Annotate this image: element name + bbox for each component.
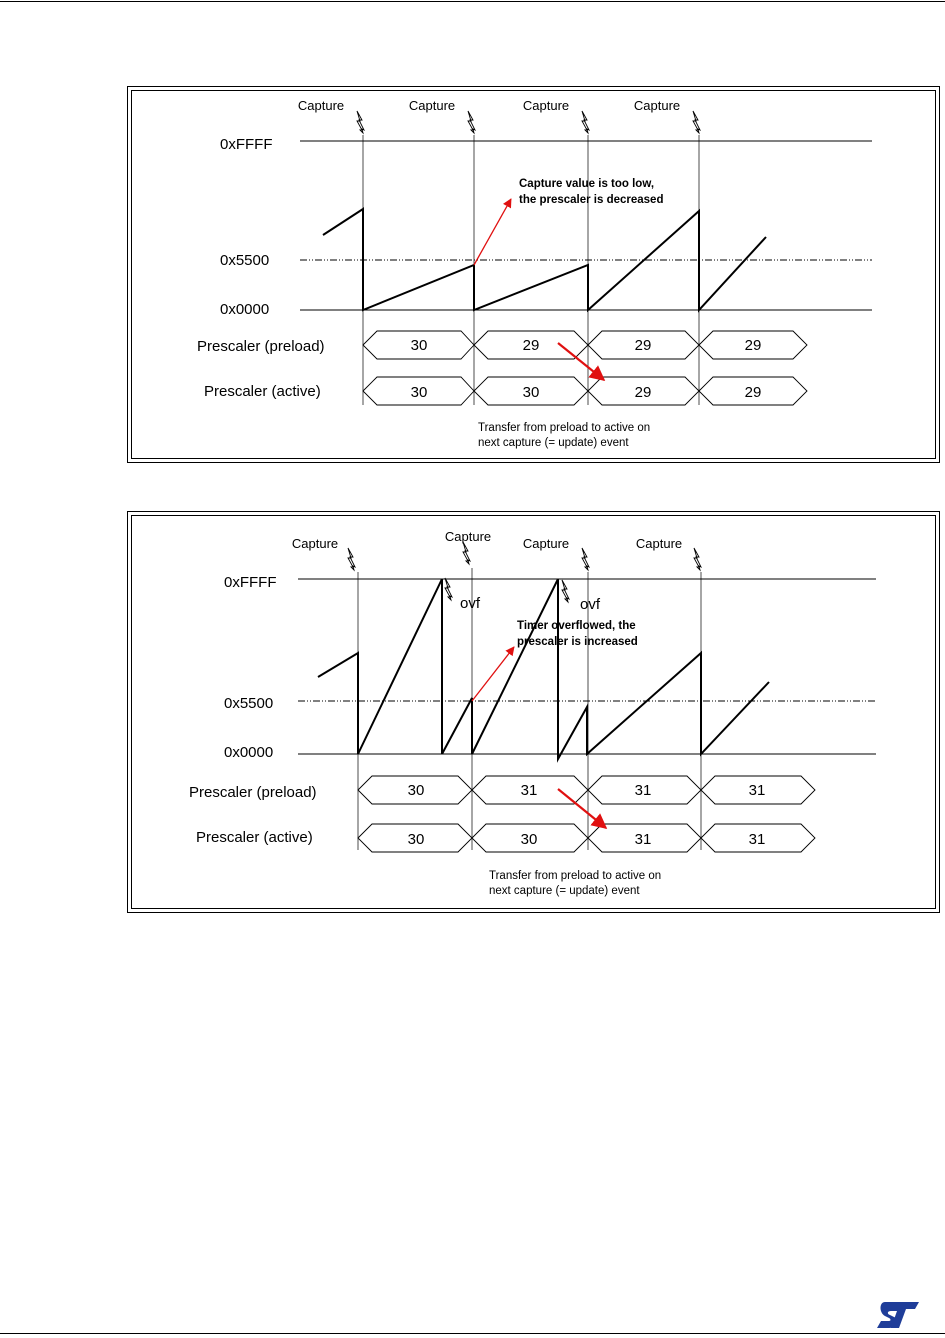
active-value-1: 30	[407, 831, 425, 848]
active-value-4: 29	[744, 384, 762, 401]
transfer-arrow	[558, 789, 606, 828]
active-value-2: 30	[520, 831, 538, 848]
ovf-label-2: ovf	[580, 596, 601, 613]
note-text-line-1: Capture value is too low,	[519, 178, 655, 190]
active-hexagons	[363, 377, 807, 405]
preload-value-1: 30	[407, 782, 425, 799]
level-5500-label: 0x5500	[224, 695, 274, 712]
capture-label-4: Capture	[635, 536, 683, 551]
diagram-prescaler-increase	[127, 511, 940, 913]
lightning-icon	[694, 548, 701, 570]
transfer-arrow	[558, 343, 604, 380]
lightning-icon	[445, 578, 452, 600]
counter-waveform	[323, 209, 766, 310]
lightning-icon	[463, 542, 470, 564]
preload-value-1: 30	[410, 337, 428, 354]
header-rule	[0, 1, 945, 2]
transfer-text-line-2: next capture (= update) event	[489, 885, 640, 897]
lightning-icon	[582, 111, 589, 133]
preload-value-4: 31	[748, 782, 766, 799]
preload-value-4: 29	[744, 337, 762, 354]
lightning-icon	[468, 111, 475, 133]
lightning-icon	[562, 580, 569, 602]
transfer-text-line-1: Transfer from preload to active on	[489, 870, 662, 882]
active-hexagons	[358, 824, 815, 852]
capture-label-1: Capture	[297, 98, 345, 113]
preload-hexagons	[363, 331, 807, 359]
active-value-1: 30	[410, 384, 428, 401]
prescaler-preload-label: Prescaler (preload)	[189, 784, 317, 801]
preload-value-3: 31	[634, 782, 652, 799]
timing-diagram-1	[128, 87, 941, 464]
preload-value-3: 29	[634, 337, 652, 354]
active-value-2: 30	[522, 384, 540, 401]
capture-label-3: Capture	[522, 536, 570, 551]
active-value-4: 31	[748, 831, 766, 848]
transfer-text-line-1: Transfer from preload to active on	[478, 422, 651, 434]
prescaler-active-label: Prescaler (active)	[204, 383, 321, 400]
preload-value-2: 31	[520, 782, 538, 799]
timing-diagram-2	[128, 512, 941, 914]
note-arrow	[472, 647, 514, 701]
preload-value-2: 29	[522, 337, 540, 354]
level-ffff-label: 0xFFFF	[224, 574, 277, 591]
capture-label-2: Capture	[408, 98, 456, 113]
level-ffff-label: 0xFFFF	[220, 136, 273, 153]
preload-hexagons	[358, 776, 815, 804]
lightning-icon	[693, 111, 700, 133]
prescaler-active-label: Prescaler (active)	[196, 829, 313, 846]
capture-label-1: Capture	[291, 536, 339, 551]
note-text-line-1: Timer overflowed, the	[517, 620, 636, 632]
prescaler-preload-label: Prescaler (preload)	[197, 338, 325, 355]
active-value-3: 29	[634, 384, 652, 401]
capture-label-4: Capture	[633, 98, 681, 113]
capture-label-3: Capture	[522, 98, 570, 113]
capture-label-2: Capture	[444, 529, 492, 544]
level-0000-label: 0x0000	[220, 301, 270, 318]
note-text-line-2: the prescaler is decreased	[519, 194, 664, 206]
level-5500-label: 0x5500	[220, 252, 270, 269]
lightning-icon	[357, 111, 364, 133]
footer-rule	[0, 1333, 945, 1334]
note-arrow	[474, 199, 511, 265]
lightning-icon	[582, 548, 589, 570]
diagram-prescaler-decrease	[127, 86, 940, 463]
capture-markers	[358, 568, 701, 850]
active-value-3: 31	[634, 831, 652, 848]
level-0000-label: 0x0000	[224, 744, 274, 761]
ovf-label-1: ovf	[460, 595, 481, 612]
capture-markers	[363, 135, 699, 405]
st-logo-icon	[877, 1302, 919, 1328]
transfer-text-line-2: next capture (= update) event	[478, 437, 629, 449]
note-text-line-2: prescaler is increased	[517, 636, 638, 648]
lightning-icon	[348, 548, 355, 570]
